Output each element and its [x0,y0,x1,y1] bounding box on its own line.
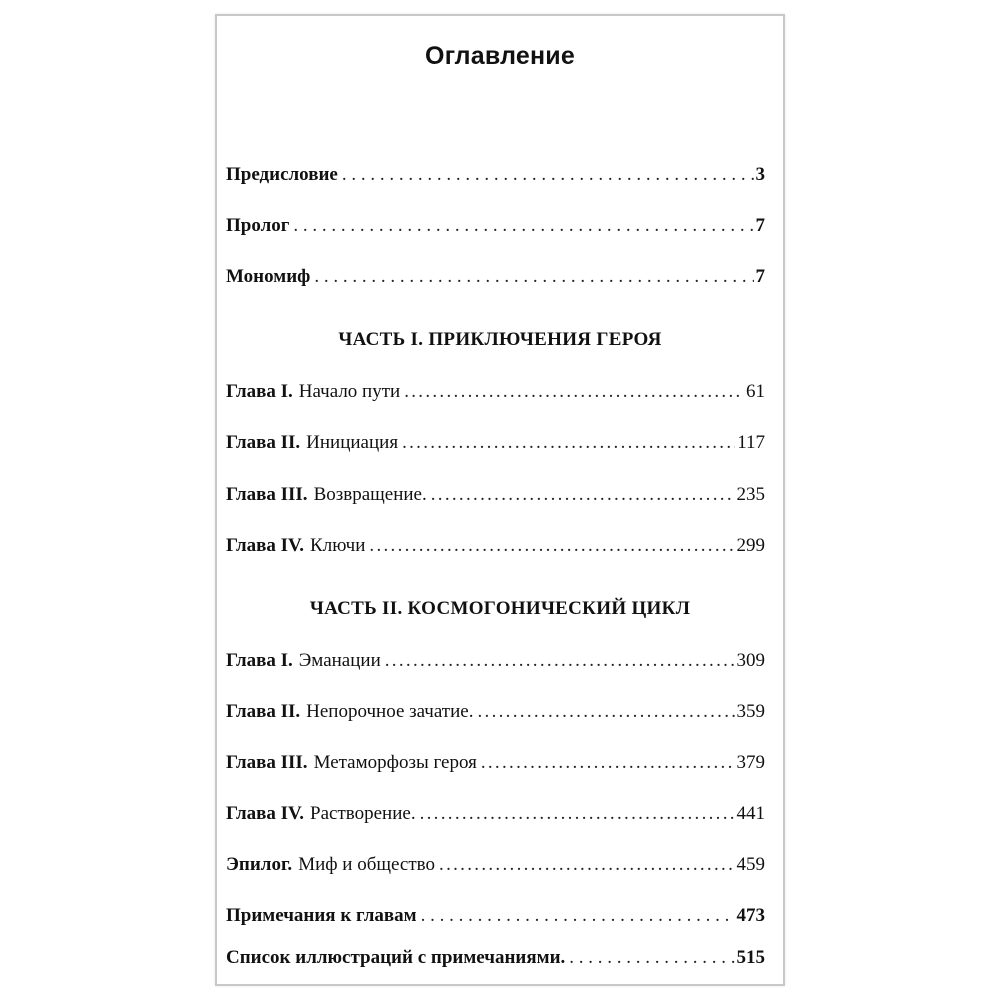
entry-page: 235 [736,484,765,505]
leader-dots [439,854,734,876]
leader-dots [431,484,735,506]
entry-page: 359 [736,701,765,722]
entry-page: 473 [736,905,765,926]
toc-entry-part2-ch2[interactable] [226,701,765,731]
chapter-label: Глава IV. [226,803,305,824]
chapter-label: Эпилог. [226,854,293,875]
entry-label: Пролог [226,215,290,236]
toc-entry-part2-ch4[interactable] [226,803,765,833]
chapter-title: Начало пути [298,381,401,402]
leader-dots [481,752,735,774]
toc-entry-monomyth[interactable] [226,266,765,296]
chapter-title: Непорочное зачатие. [306,701,474,722]
entry-page: 459 [736,854,765,875]
entry-page: 309 [736,650,765,671]
leader-dots [569,947,734,969]
entry-page: 515 [736,947,765,968]
chapter-label: Глава II. [226,432,301,453]
entry-page: 61 [746,381,765,402]
part-heading-2: ЧАСТЬ II. КОСМОГОНИЧЕСКИЙ ЦИКЛ [309,598,691,619]
entry-page: 3 [755,164,765,185]
chapter-title: Инициация [306,432,399,453]
toc-entry-part1-ch1[interactable] [226,381,765,411]
entry-page: 7 [755,266,765,287]
chapter-title: Растворение. [310,803,416,824]
chapter-label: Глава II. [226,701,301,722]
leader-dots [369,535,734,557]
entry-page: 441 [736,803,765,824]
leader-dots [385,650,735,672]
leader-dots [402,432,735,454]
leader-dots [420,803,735,825]
chapter-label: Глава I. [226,650,293,671]
chapter-title: Возвращение. [313,484,427,505]
chapter-title: Эманации [298,650,381,671]
chapter-title: Миф и общество [298,854,436,875]
leader-dots [477,701,734,723]
entry-page: 299 [736,535,765,556]
toc-entry-notes[interactable] [226,905,765,935]
toc-entry-part2-ch1[interactable] [226,650,765,680]
chapter-title: Метаморфозы героя [313,752,477,773]
entry-page: 379 [736,752,765,773]
toc-entry-prologue[interactable] [226,215,765,245]
toc-entry-part1-ch3[interactable] [226,484,765,514]
entry-label: Мономиф [226,266,311,287]
entry-page: 7 [755,215,765,236]
page-title: Оглавление [425,42,575,70]
chapter-label: Глава III. [226,752,308,773]
leader-dots [421,905,735,927]
entry-label: Список иллюстраций с примечаниями. [226,947,566,968]
toc-entry-epilogue[interactable] [226,854,765,884]
toc-entry-preface[interactable] [226,164,765,194]
toc-page [215,14,785,986]
part-heading-1: ЧАСТЬ I. ПРИКЛЮЧЕНИЯ ГЕРОЯ [338,329,662,350]
chapter-label: Глава I. [226,381,293,402]
leader-dots [404,381,744,403]
toc-entry-illustrations[interactable] [226,947,765,977]
leader-dots [293,215,753,237]
chapter-label: Глава III. [226,484,308,505]
entry-label: Примечания к главам [226,905,417,926]
toc-entry-part1-ch4[interactable] [226,535,765,565]
chapter-label: Глава IV. [226,535,305,556]
leader-dots [342,164,754,186]
chapter-title: Ключи [310,535,366,556]
toc-entry-part1-ch2[interactable] [226,432,765,462]
entry-page: 117 [737,432,765,453]
leader-dots [314,266,753,288]
entry-label: Предисловие [226,164,338,185]
toc-entry-part2-ch3[interactable] [226,752,765,782]
